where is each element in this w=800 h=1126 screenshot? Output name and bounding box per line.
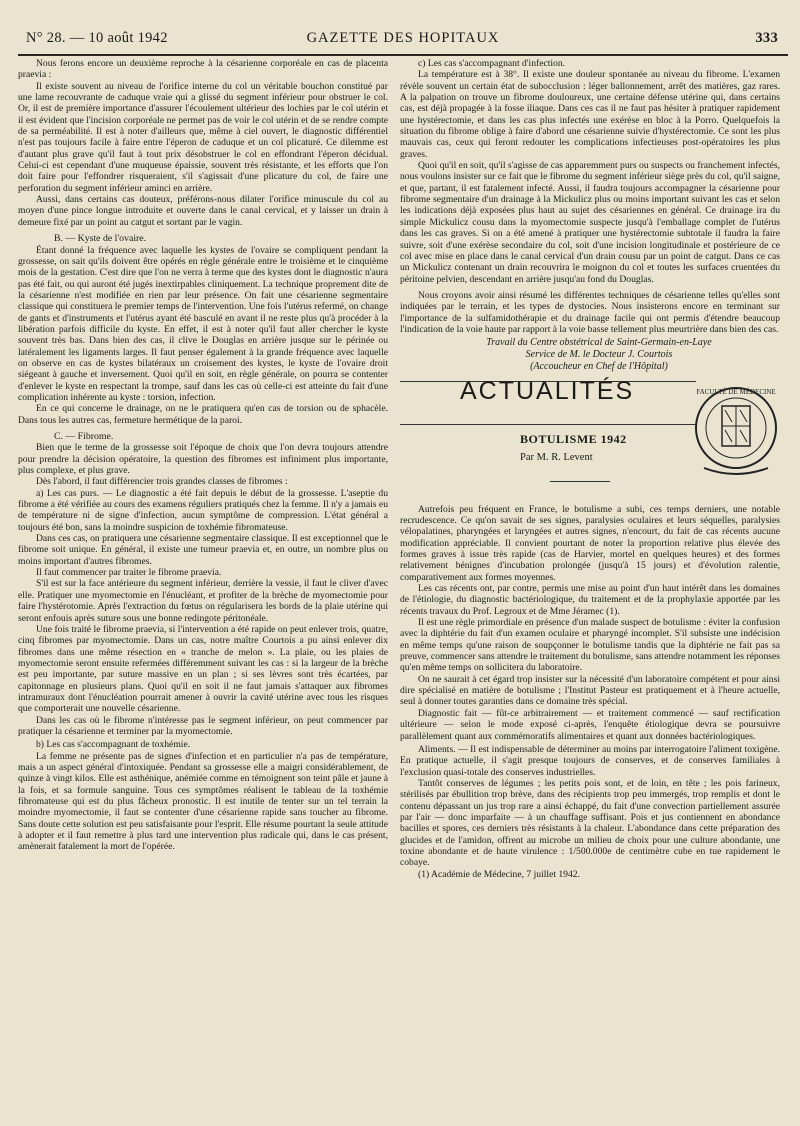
paragraph: Diagnostic fait — fût-ce arbitrairement — et traitement commencé — sauf rectification ultérieure — selon le mode exposé ci-après, l'enquête étiologique devra se poursuivre parallèlement quant aux commémoratifs alimentaires et quant aux données bactériologiques. [400,707,780,742]
paragraph: a) Les cas purs. — Le diagnostic a été fait depuis le début de la grossesse. L'aseptie du fibrome a été vérifiée au cours des examens réguliers pratiqués chez la femme. Il n'y a jamais eu de température ni de signe d'infection, aucun symptôme de compression. L'état général a toujours été bon, sans la moindre suspicion de toxhémie fibromateuse. [18,487,388,533]
paragraph: Dans ces cas, on pratiquera une césarienne segmentaire classique. Il est exceptionnel que le fibrome soit unique. En général, il existe une tumeur praevia et, en outre, un nombre plus ou moins important d'autres fibromes. [18,533,388,567]
paragraph: Tantôt conserves de légumes ; les petits pois sont, et de loin, en tête ; les pois farineux, stérilisés par ébullition trop brève, dans des récipients trop peu immergés, trop remplis et dont le contenu dépassant un jus trop rare a ainsi échappé, du fait d'une convection partiellement assurée par l'air — donc imparfaite — à un chauffage suffisant. Pois et jus contiennent en abondance bacilles et spores, ces derniers très résistants à la chaleur. L'abondance dans cette préparation des glucides et de l'amidon, offrent au microbe un milieu de choix pour une culture abondante, une toxine abondante et de haute virulence : 1/500.000e de centimètre cube en tue rapidement le cobaye. [400,777,780,869]
paragraph: En ce qui concerne le drainage, on ne le pratiquera qu'en cas de torsion ou de sphacèle. Dans tous les autres cas, fermeture hermétique de la paroi. [18,403,388,426]
issue-date: N° 28. — 10 août 1942 [26,30,168,46]
page-number: 333 [755,30,778,46]
paragraph: Étant donné la fréquence avec laquelle les kystes de l'ovaire se compliquent pendant la grossesse, on sait qu'ils doivent être opérés en règle générale entre le troisième et le cinquième mois de la gestation. C'est dire que l'on ne verra à terme que des kystes dont le diagnostic n'aura pas été fait, ou qui auront été jugés inextirpables cliniquement. La technique proprement dite de la césarienne n'est modifiée en rien par leur présence. On fait une césarienne segmentaire classique qui constituera le premier temps de l'intervention. Une fois l'utérus refermé, on change de gants et d'instruments et l'utérus ayant été basculé en avant il ne reste plus qu'à procéder à la libération parfois difficile du kyste. En effet, il est à noter qu'il faut aller chercher le kyste souvent très bas. Dans bien des cas, il clive le Douglas en arrière jusque sur le périnée ou latéralement les ligaments larges. Il faut penser également à la grande fréquence avec laquelle on observe en cas de kystes bilatéraux un croisement des kystes, le kyste de l'ovaire droit siégeant à gauche et inversement. Quoi qu'il en soit, en règle générale, on pourra se contenter d'enlever le kyste en respectant la trompe, sauf dans les cas où celle-ci est atteinte du fait d'une complication inhérente au kyste : torsion, infection. [18,244,388,403]
section-heading-b: B. — Kyste de l'ovaire. [54,233,147,245]
paragraph: S'il est sur la face antérieure du segment inférieur, derrière la vessie, il faut le cliver d'avec elle. Pratiquer une myomectomie en l'énucléant, et profiter de la brèche de myomectomie pour faire l'hystérotomie. Après l'extraction du fœtus on régularisera les bords de la plaie utérine qui seront enfouis après suture sous une bonne redingote péritonéale. [18,578,388,624]
footnote: (1) Académie de Médecine, 7 juillet 1942. [418,868,580,880]
section-banner-title: ACTUALITÉS [460,376,635,405]
article-byline: Par M. R. Levent [520,451,593,463]
paragraph: Aliments. — Il est indispensable de déterminer au moins par interrogatoire l'aliment toxigène. En pratique actuelle, il s'agit presque toujours de conserves, et de conserves familiales à l'exclusion quasi-totale des conserves industrielles. [400,743,780,778]
paragraph: Bien que le terme de la grossesse soit l'époque de choix que l'on devra toujours attendre pour prendre la décision opératoire, la question des fibromes est infiniment plus importante, plus complexe, et plus grave. [18,442,388,477]
page-header [18,22,788,56]
svg-text:FACULTÉ DE MÉDECINE: FACULTÉ DE MÉDECINE [696,387,776,396]
paragraph: Autrefois peu fréquent en France, le botulisme a subi, ces temps derniers, une notable recrudescence. Ce qu'on savait de ses signes, paralysies oculaires et leurs séquelles, paralysies vélopalatines, pharyngées et laryngées et autres signes, n'encourt, du fait de cas récents aucune modification appréciable. Il convient pourtant de noter la proportion relative plus élevée des formes graves à issue très rapide (cas de Harvier, mortel en quelques heures) et des formes relativement bénignes d'incubation prolongée (jusqu'à 15 jours) et d'évolution ralentie, comparativement aux formes moyennes. [400,503,780,583]
attribution-line: Travail du Centre obstétrical de Saint-Germain-en-Laye [486,337,712,349]
actualites-banner [400,376,780,504]
paragraph: Aussi, dans certains cas douteux, préférons-nous dilater l'orifice minuscule du col au moyen d'une pince longue introduite et ouverte dans le canal cervical, et y laisser un drain à demeure fixé par un point au catgut et sortant par le vagin. [18,194,388,228]
attribution-line: Service de M. le Docteur J. Courtois [525,349,673,361]
paragraph: Il faut commencer par traiter le fibrome praevia. [36,567,222,579]
paragraph: La température est à 38°. Il existe une douleur spontanée au niveau du fibrome. L'examen révèle souvent un certain état de subocclusion : léger ballonnement, arrêt des matières, gaz rares. A la palpation on trouve un fibrome douloureux, une certaine défense utérine qui, dans certains cas, est déjà propagée à la fosse iliaque. Dans ces cas il ne faut pas hésiter à pratiquer rapidement une hystérectomie, et dans les cas plus infectés une exérèse en bloc à la Porro. Quelquefois la situation du fibrome oblige à faire d'abord une césarienne suivie d'hystérectomie. Ce sont les plus mauvais cas, ceux qui feront redouter les complications infectieuses post-opératoires les plus graves. [400,69,780,160]
paragraph: c) Les cas s'accompagnant d'infection. [418,58,566,69]
paragraph: Dans les cas où le fibrome n'intéresse pas le segment inférieur, on peut commencer par pratiquer la césarienne et terminer par la myomectomie. [18,714,388,737]
paragraph: Il est une règle primordiale en présence d'un malade suspect de botulisme : éviter la confusion avec la diphtérie du fait d'un examen oculaire et pharyngé incomplet. S'il subsiste une indécision en même temps qu'une raison de soupçonner le botulisme tandis que la diphtérie ne fait pas sa preuve, commencer sans attendre le traitement du botulisme, sans attendre notamment les réponses qu'en même temps on sollicitera du laboratoire. [400,617,780,674]
faculty-seal-logo [694,376,778,486]
paragraph: Nous ferons encore un deuxième reproche à la césarienne corporéale en cas de placenta praevia : [18,58,388,81]
right-column [400,58,780,880]
paragraph: b) Les cas s'accompagnant de toxhémie. [36,739,191,751]
attribution-line: (Accoucheur en Chef de l'Hôpital) [530,360,668,372]
left-column [18,58,388,853]
paragraph: Quoi qu'il en soit, qu'il s'agisse de cas apparemment purs ou suspects ou franchement infectés, nous voulons insister sur ce fait que le fibrome du segment inférieur siège près du col, qu'il saigne, et que, partant, il est fatalement infecté. Aussi, il faudra toujours accompagner la césarienne pour fibrome segmentaire d'un drainage à la Mickulicz plus ou moins important suivant les cas et selon les indications déjà exposées plus haut au sujet des césariennes en général. Ce drainage ira du simple Mickulicz cousu dans la myomectomie suspecte jusqu'à l'emballage complet de l'utérus dans les cas graves. Si on a été amené à pratiquer une hystérectomie subtotale il faudra la faire suivre, soit d'une exérèse secondaire du col, soit d'une incision longitudinale et postérieure de ce col avec mise en place dans le canal cervical d'un drain cousu par un point de catgut. Dans ce cas un Mickulicz contenant un drain recouvrira le moignon du col et toutes les surfaces cruentées du péritoine pelvien, descendant en arrière jusqu'au fond du Douglas. [400,160,780,285]
journal-title: GAZETTE DES HOPITAUX [306,30,500,46]
paragraph: Dès l'abord, il faut différencier trois grandes classes de fibromes : [36,476,288,488]
paragraph: Une fois traité le fibrome praevia, si l'intervention a été rapide on peut enlever trois, quatre, cinq fibromes par myomectomie. Dans un cas, notre maître Courtois a pu ainsi enlever dix fibromes dans une même résection en « tranche de melon ». La plaie, ou les plaies de myomectomie seront ensuite refermées différemment suivant les cas : si la largeur de la brèche est peu importante, par suture massive en un plan ; si ses lèvres sont très écartées, par capitonnage en plusieurs plans. Quoi qu'il en soit il ne faut jamais s'attaquer aux fibromes intramuraux dont l'énucléation pourrait amener à ouvrir la cavité utérine avec tous les risques que comporterait une nouvelle césarienne. [18,623,388,715]
section-heading-c: C. — Fibrome. [54,431,114,442]
paragraph: Il existe souvent au niveau de l'orifice interne du col un véritable bouchon constitué par une lame recouvrante de caduque vraie qui a glissé du segment inférieur pour obstruer le col. Or, il est de première importance d'assurer l'écoulement ultérieur des lochies par le col utérin et il est évident que l'incision corporéale ne permet pas de voir le col utérin et de se rendre compte de sa perméabilité. Il est à noter d'ailleurs que, même à ciel ouvert, le diagnostic différentiel n'est pas toujours facile à faire entre l'éperon de caduque et un col plicaturé. Ce dilemme est d'autant plus grave qu'il faut à tout prix désobstruer le col en effondrant l'éperon décidual. Celui-ci est cependant d'une muqueuse épaissie, souvent très résistante, et les efforts que l'on doit faire pour l'effondrer risqueraient, s'il s'agissait d'une plicature du col, de faire une perforation du segment inférieur aminci en arrière. [18,80,388,194]
paragraph: La femme ne présente pas de signes d'infection et en particulier n'a pas de température, mais a un aspect général d'intoxiquée. Pendant sa grossesse elle a maigri considérablement, de quinze à vingt kilos. Elle est asthénique, anémiée comme en témoignent son teint pâle et jaune à la fois, et sa formule sanguine. Tous ces symptômes réalisent le tableau de la toxhémie fibromateuse qui est du plus fâcheux pronostic. Il est inutile de tenter sur un tel terrain la moindre myomectomie, il faut se contenter d'une césarienne rapide sans toucher au fibrome. Sans doute cette solution est peu satisfaisante pour l'esprit. Elle résume pourtant la seule attitude à adopter et il faut remettre à plus tard une intervention plus radicale qui, dans le cas présent, amènerait fatalement la mort de l'opérée. [18,750,388,853]
paragraph: On ne saurait à cet égard trop insister sur la nécessité d'un laboratoire compétent et pour ainsi dire spécialisé en matière de botulisme ; l'Institut Pasteur est pratiquement et à l'heure actuelle, seul à donner toutes garanties dans ce domaine très spécial. [400,673,780,708]
article-title: BOTULISME 1942 [520,431,627,446]
paragraph: Nous croyons avoir ainsi résumé les différentes techniques de césarienne telles qu'elles sont indiquées par le terrain, et les types de dystocies. Nous insisterons encore en terminant sur l'importance de la sulfamidothérapie et du drainage facile qui ont permis d'étendre beaucoup l'indication de la voie haute par rapport à la voie basse tellement plus meurtrière dans bien des cas. [400,289,780,335]
paragraph: Les cas récents ont, par contre, permis une mise au point d'un haut intérêt dans les domaines de l'étiologie, du diagnostic bactériologique, du traitement et de la prophylaxie apportée par les récents travaux du Prof. Legroux et de Mme Jéramec (1). [400,583,780,617]
